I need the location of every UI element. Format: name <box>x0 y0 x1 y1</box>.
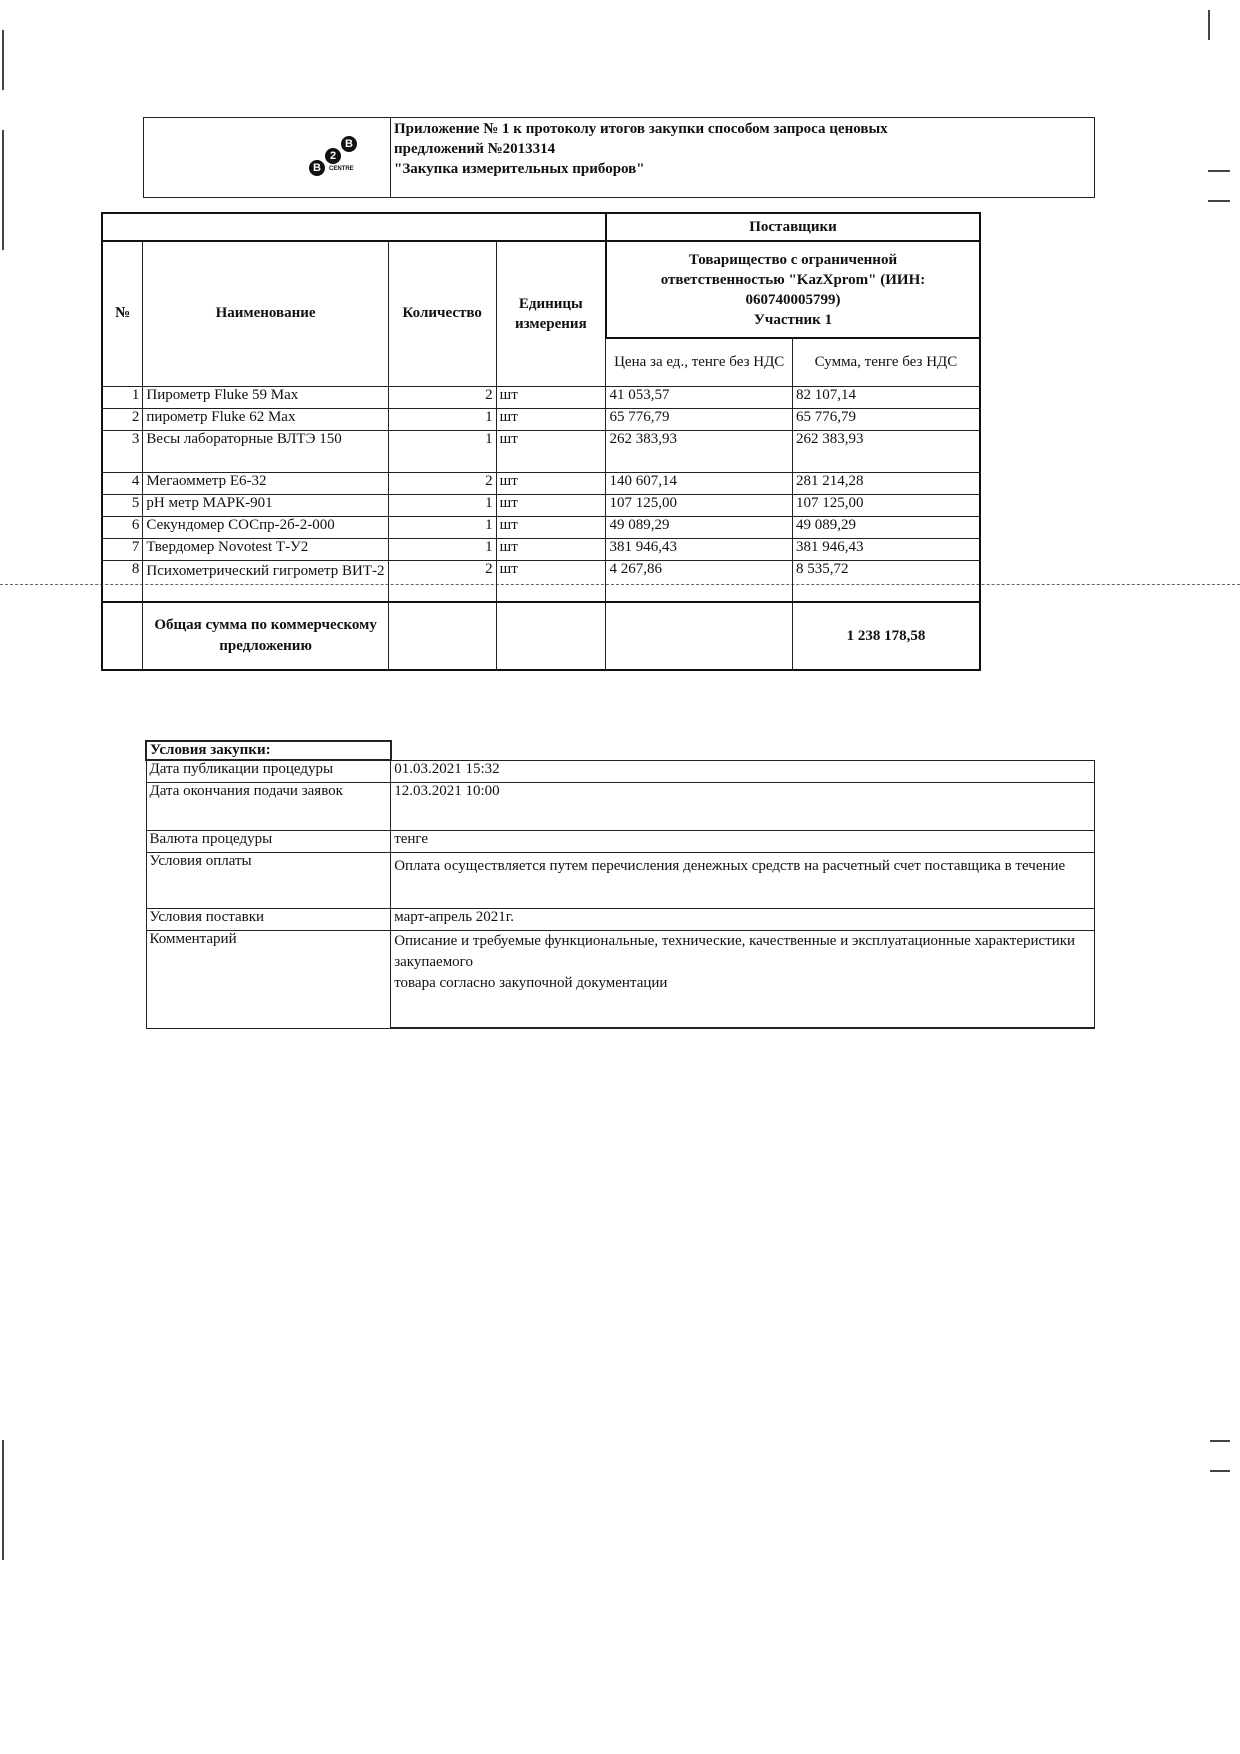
logo-cell <box>144 118 391 198</box>
suppliers-label: Поставщики <box>606 213 980 241</box>
row-name: Весы лабораторные ВЛТЭ 150 <box>143 430 388 472</box>
total-empty-cell <box>102 602 143 670</box>
condition-label: Условия оплаты <box>146 852 391 908</box>
comment-line2: товара согласно закупочной документации <box>394 974 668 991</box>
condition-label: Дата публикации процедуры <box>146 760 391 782</box>
total-empty-cell <box>388 602 496 670</box>
row-num: 4 <box>102 472 143 494</box>
conditions-heading-empty <box>391 741 1095 760</box>
row-name: Психометрический гигрометр ВИТ-2 <box>143 560 388 602</box>
row-sum: 82 107,14 <box>792 386 980 408</box>
total-row <box>102 602 980 670</box>
col-num-header: № <box>102 241 143 386</box>
col-qty-header: Количество <box>388 241 496 386</box>
b2b-center-logo <box>309 136 389 186</box>
condition-label: Комментарий <box>146 930 391 1028</box>
row-num: 6 <box>102 516 143 538</box>
supplier-cell <box>606 241 980 338</box>
col-unit-header: Единицы измерения <box>496 241 606 386</box>
row-qty: 1 <box>388 494 496 516</box>
row-unit: шт <box>496 560 606 602</box>
logo-text: CENTRE <box>329 166 354 172</box>
scan-edge-mark <box>2 30 4 90</box>
row-num: 7 <box>102 538 143 560</box>
scan-edge-mark <box>1208 200 1230 202</box>
col-sum-header: Сумма, тенге без НДС <box>792 338 980 386</box>
row-num: 1 <box>102 386 143 408</box>
row-price: 49 089,29 <box>606 516 792 538</box>
supplier-name: Товарищество с ограниченной ответственностью "KazXprom" (ИИН: 060740005799) <box>660 251 926 308</box>
scan-edge-mark <box>2 130 4 250</box>
row-price: 107 125,00 <box>606 494 792 516</box>
total-empty-cell <box>606 602 792 670</box>
condition-row <box>146 760 1095 782</box>
participant-label: Участник 1 <box>753 311 833 328</box>
row-qty: 1 <box>388 408 496 430</box>
row-num: 8 <box>102 560 143 602</box>
row-qty: 2 <box>388 386 496 408</box>
header-title-line1: Приложение № 1 к протоколу итогов закупки способом запроса ценовых <box>394 121 888 137</box>
total-empty-cell <box>496 602 606 670</box>
scan-edge-mark <box>2 1440 4 1560</box>
row-unit: шт <box>496 386 606 408</box>
row-sum: 49 089,29 <box>792 516 980 538</box>
row-unit: шт <box>496 408 606 430</box>
row-sum: 8 535,72 <box>792 560 980 602</box>
row-qty: 1 <box>388 538 496 560</box>
row-unit: шт <box>496 494 606 516</box>
condition-row <box>146 830 1095 852</box>
table-row <box>102 408 980 430</box>
col-price-header: Цена за ед., тенге без НДС <box>606 338 792 386</box>
header-title-cell <box>391 118 1095 198</box>
col-name-header: Наименование <box>143 241 388 386</box>
row-name: pH метр МАРК-901 <box>143 494 388 516</box>
row-price: 4 267,86 <box>606 560 792 602</box>
row-sum: 262 383,93 <box>792 430 980 472</box>
condition-row <box>146 930 1095 1028</box>
row-price: 41 053,57 <box>606 386 792 408</box>
empty-header-cell <box>102 213 606 241</box>
condition-value: 01.03.2021 15:32 <box>391 760 1095 782</box>
row-qty: 1 <box>388 430 496 472</box>
row-price: 140 607,14 <box>606 472 792 494</box>
logo-circle: 2 <box>325 148 341 164</box>
condition-row <box>146 782 1095 830</box>
condition-row <box>146 852 1095 908</box>
condition-value: 12.03.2021 10:00 <box>391 782 1095 830</box>
table-row <box>102 516 980 538</box>
condition-value: тенге <box>391 830 1095 852</box>
logo-circle: B <box>309 160 325 176</box>
row-qty: 2 <box>388 560 496 602</box>
condition-row <box>146 908 1095 930</box>
row-name: Мегаомметр Е6-32 <box>143 472 388 494</box>
row-name: Секундомер СОСпр-2б-2-000 <box>143 516 388 538</box>
condition-label: Условия поставки <box>146 908 391 930</box>
scan-edge-mark <box>1210 1470 1230 1472</box>
condition-label: Валюта процедуры <box>146 830 391 852</box>
conditions-heading: Условия закупки: <box>146 741 391 760</box>
table-row <box>102 386 980 408</box>
header-title-line2: предложений №2013314 <box>394 141 556 157</box>
row-num: 2 <box>102 408 143 430</box>
table-row <box>102 560 980 602</box>
row-price: 381 946,43 <box>606 538 792 560</box>
table-row <box>102 472 980 494</box>
table-row <box>102 538 980 560</box>
scan-edge-mark <box>1208 170 1230 172</box>
row-qty: 1 <box>388 516 496 538</box>
row-name: Пирометр Fluke 59 Max <box>143 386 388 408</box>
row-unit: шт <box>496 430 606 472</box>
header-box <box>143 117 1095 198</box>
table-row <box>102 430 980 472</box>
row-unit: шт <box>496 472 606 494</box>
condition-label: Дата окончания подачи заявок <box>146 782 391 830</box>
conditions-table <box>145 740 1095 1029</box>
row-sum: 381 946,43 <box>792 538 980 560</box>
row-sum: 107 125,00 <box>792 494 980 516</box>
scan-edge-mark <box>1208 10 1210 40</box>
row-name: пирометр Fluke 62 Max <box>143 408 388 430</box>
scan-edge-mark <box>1210 1440 1230 1442</box>
row-unit: шт <box>496 538 606 560</box>
row-qty: 2 <box>388 472 496 494</box>
header-title-line3: "Закупка измерительных приборов" <box>394 161 645 177</box>
condition-value: Оплата осуществляется путем перечисления денежных средств на расчетный счет поставщика в течение <box>391 852 1095 908</box>
logo-circle: B <box>341 136 357 152</box>
table-row <box>102 494 980 516</box>
row-num: 5 <box>102 494 143 516</box>
condition-value <box>391 930 1095 1028</box>
comment-line1: Описание и требуемые функциональные, технические, качественные и эксплуатационные характеристики закупаемого <box>394 932 1076 970</box>
row-price: 65 776,79 <box>606 408 792 430</box>
row-sum: 281 214,28 <box>792 472 980 494</box>
row-unit: шт <box>496 516 606 538</box>
row-name: Твердомер Novotest Т-У2 <box>143 538 388 560</box>
items-table <box>101 212 981 671</box>
row-num: 3 <box>102 430 143 472</box>
row-sum: 65 776,79 <box>792 408 980 430</box>
row-price: 262 383,93 <box>606 430 792 472</box>
total-value: 1 238 178,58 <box>792 602 980 670</box>
condition-value: март-апрель 2021г. <box>391 908 1095 930</box>
total-label: Общая сумма по коммерческому предложению <box>143 602 388 670</box>
